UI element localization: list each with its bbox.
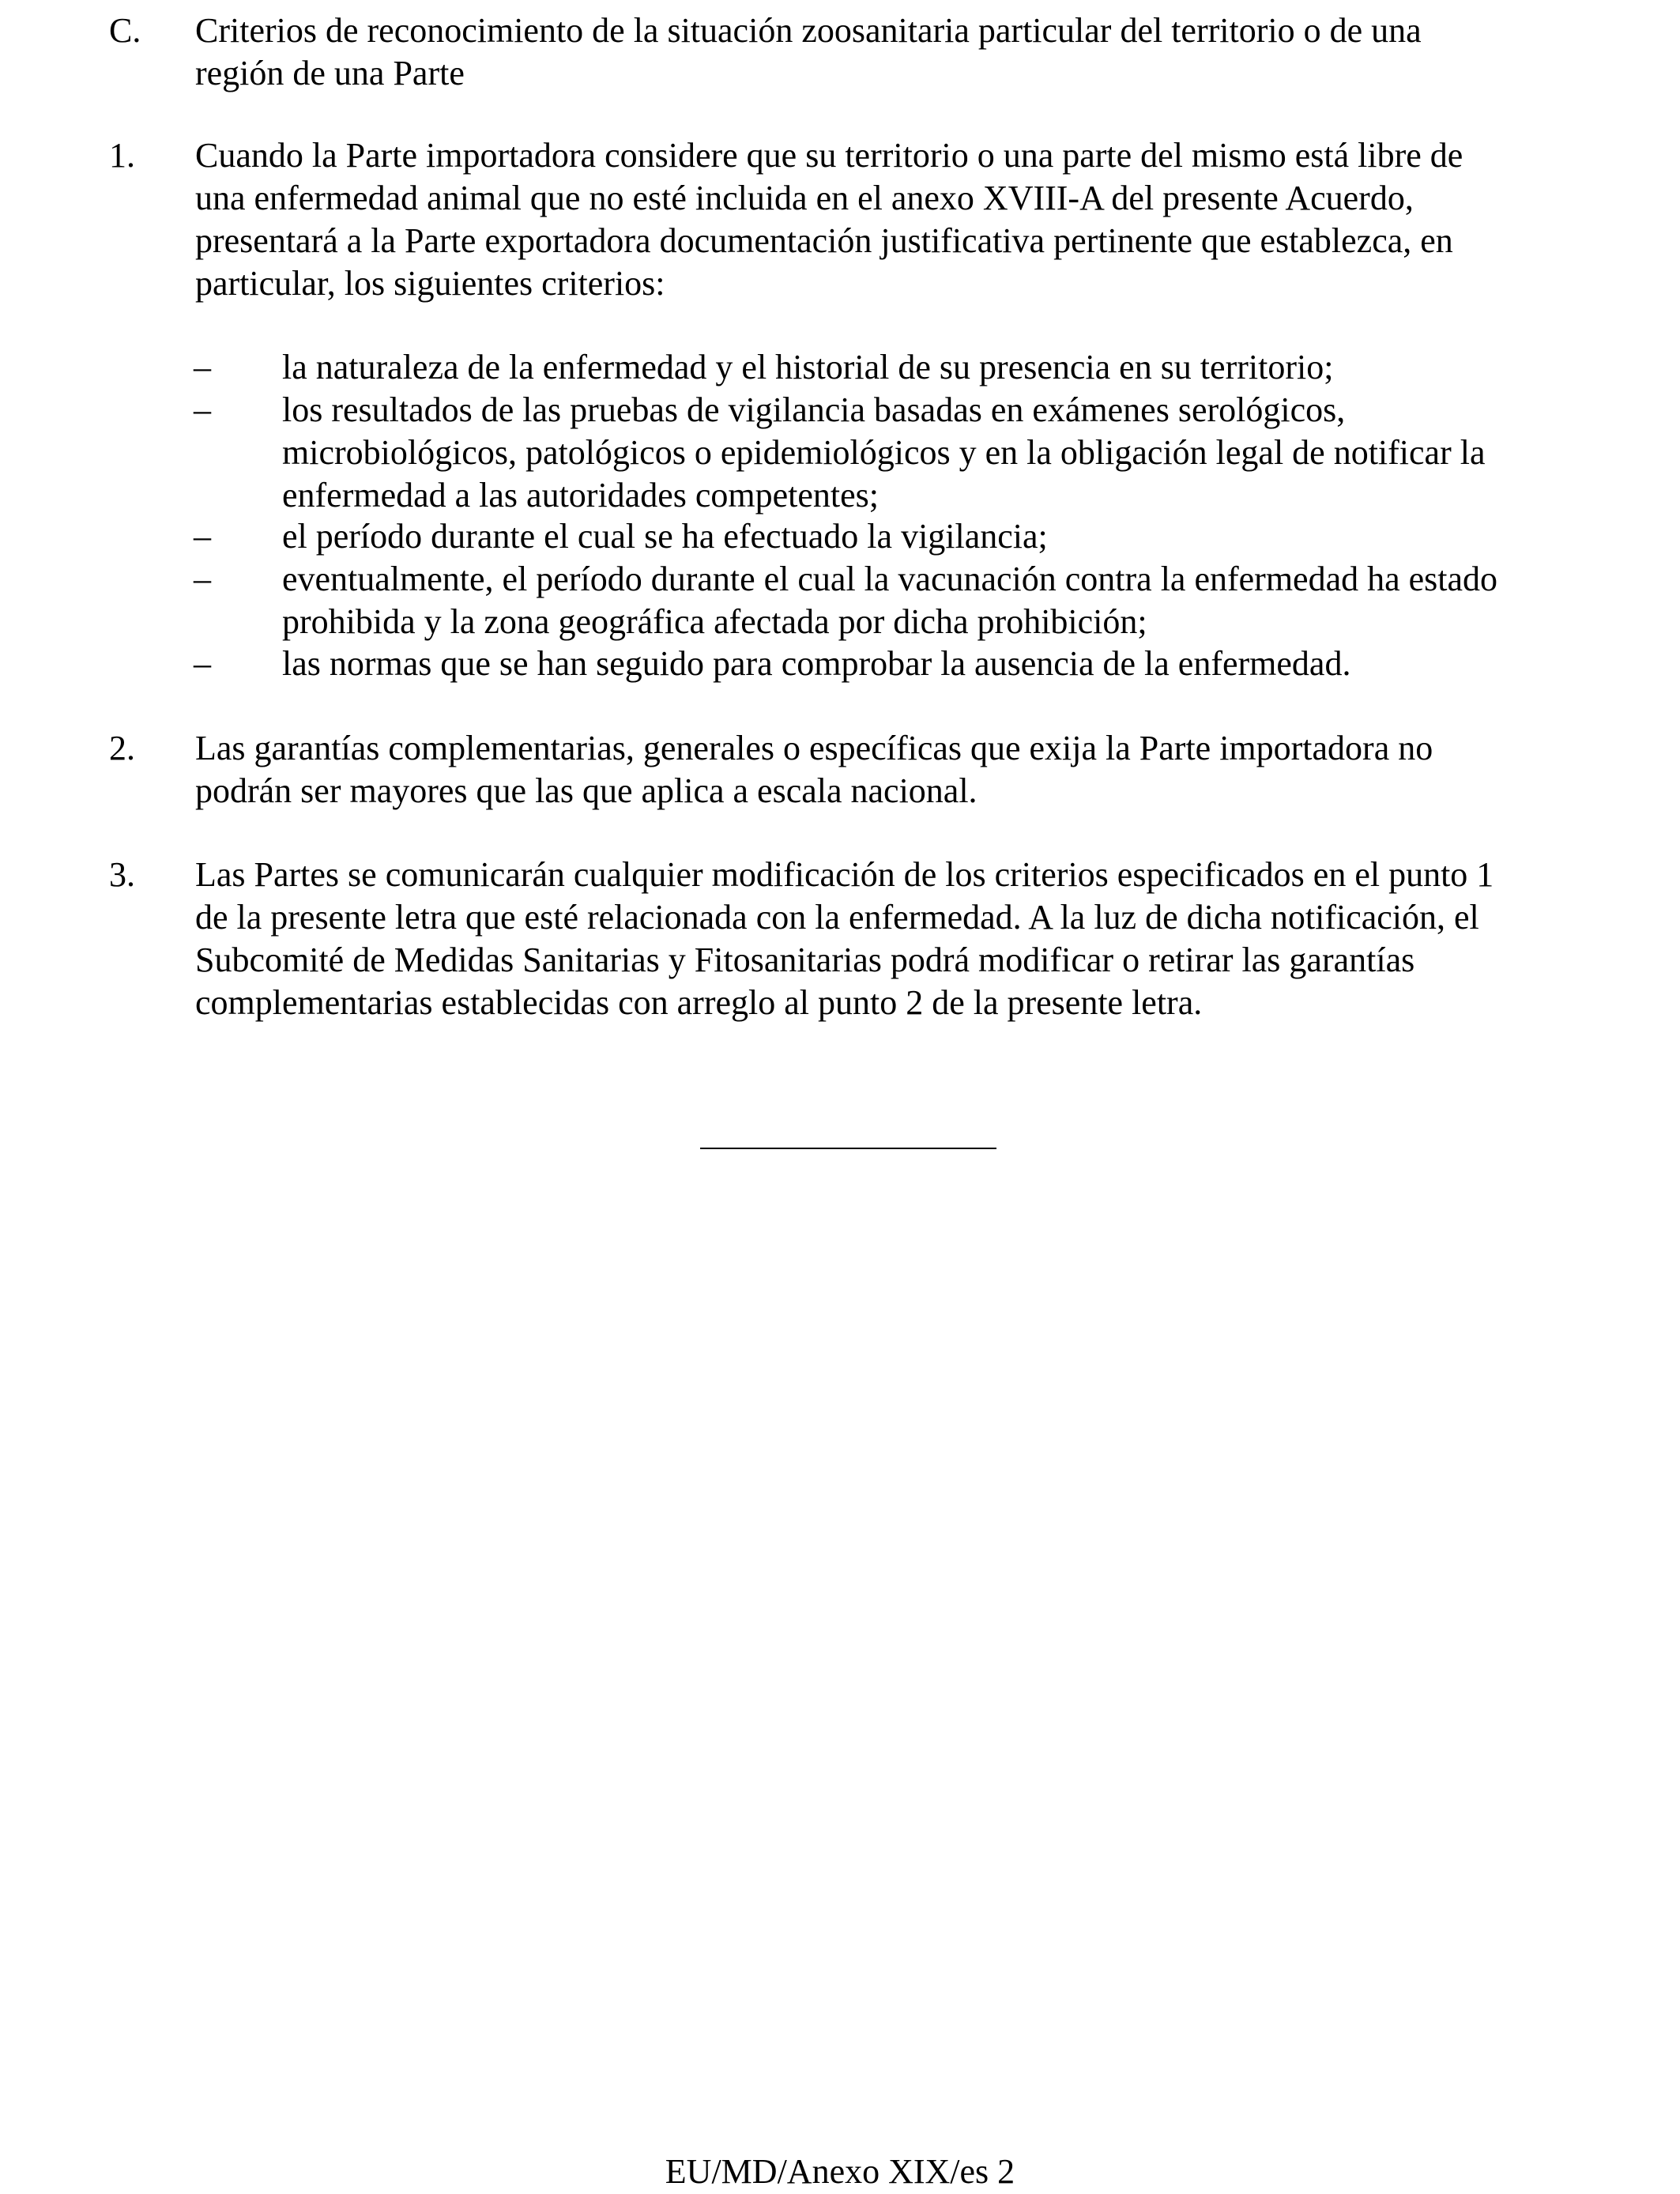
paragraph-line: de la presente letra que esté relacionada con la enfermedad. A la luz de dicha notificación, el <box>195 898 1479 937</box>
section-title <box>195 9 1586 95</box>
paragraph-text <box>195 727 1586 812</box>
paragraph-line: presentará a la Parte exportadora documentación justificativa pertinente que establezca, en <box>195 221 1453 260</box>
paragraph-number: 2. <box>109 729 135 767</box>
paragraph-text <box>195 134 1586 305</box>
paragraph-line: particular, los siguientes criterios: <box>195 264 665 303</box>
paragraph-text <box>195 854 1586 1024</box>
bullet-line: prohibida y la zona geográfica afectada por dicha prohibición; <box>282 602 1147 641</box>
dash-marker: – <box>194 348 211 386</box>
dash-marker: – <box>194 390 211 429</box>
section-title-line: Criterios de reconocimiento de la situación zoosanitaria particular del territorio o de una <box>195 11 1422 50</box>
dash-marker: – <box>194 517 211 556</box>
bullet-text <box>282 389 1625 517</box>
bullet-line: enfermedad a las autoridades competentes; <box>282 476 880 515</box>
paragraph-line: una enfermedad animal que no esté incluida en el anexo XVIII-A del presente Acuerdo, <box>195 179 1414 217</box>
bullet-line: eventualmente, el período durante el cual la vacunación contra la enfermedad ha estado <box>282 560 1498 598</box>
paragraph-line: Cuando la Parte importadora considere que su territorio o una parte del mismo está libre de <box>195 136 1463 175</box>
bullet-line: la naturaleza de la enfermedad y el historial de su presencia en su territorio; <box>282 348 1334 386</box>
paragraph-line: Las Partes se comunicarán cualquier modificación de los criterios especificados en el punto 1 <box>195 855 1494 894</box>
paragraph-number: 3. <box>109 855 135 894</box>
bullet-text <box>282 515 1625 558</box>
dash-marker: – <box>194 644 211 683</box>
bullet-line: el período durante el cual se ha efectuado la vigilancia; <box>282 517 1048 556</box>
section-title-line: región de una Parte <box>195 54 465 92</box>
bullet-text <box>282 346 1625 389</box>
paragraph-line: complementarias establecidas con arreglo al punto 2 de la presente letra. <box>195 983 1203 1022</box>
separator-line <box>700 1148 996 1149</box>
paragraph-line: podrán ser mayores que las que aplica a escala nacional. <box>195 771 977 810</box>
paragraph-number: 1. <box>109 136 135 175</box>
bullet-line: microbiológicos, patológicos o epidemiológicos y en la obligación legal de notificar la <box>282 433 1486 472</box>
paragraph-line: Subcomité de Medidas Sanitarias y Fitosanitarias podrá modificar o retirar las garantías <box>195 941 1415 979</box>
dash-marker: – <box>194 560 211 598</box>
bullet-text <box>282 643 1625 685</box>
bullet-text <box>282 558 1625 643</box>
page-footer: EU/MD/Anexo XIX/es 2 <box>665 2152 1015 2191</box>
paragraph-line: Las garantías complementarias, generales o específicas que exija la Parte importadora no <box>195 729 1433 767</box>
section-marker: C. <box>109 11 141 50</box>
bullet-line: las normas que se han seguido para comprobar la ausencia de la enfermedad. <box>282 644 1351 683</box>
bullet-line: los resultados de las pruebas de vigilancia basadas en exámenes serológicos, <box>282 390 1346 429</box>
